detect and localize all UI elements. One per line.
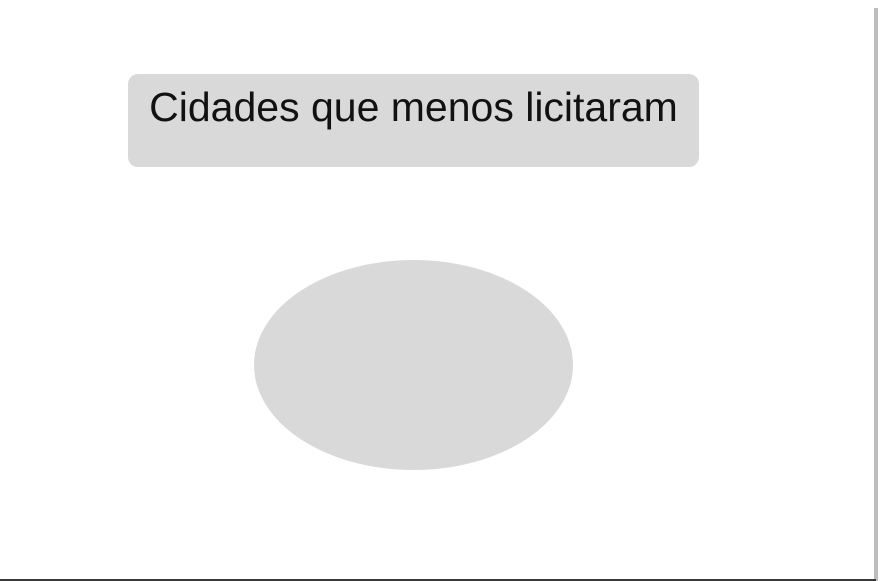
- right-edge-border: [874, 8, 878, 581]
- title-box: [128, 74, 699, 167]
- page-title: Cidades que menos licitaram: [149, 84, 678, 130]
- chart-placeholder-ellipse: [254, 260, 573, 470]
